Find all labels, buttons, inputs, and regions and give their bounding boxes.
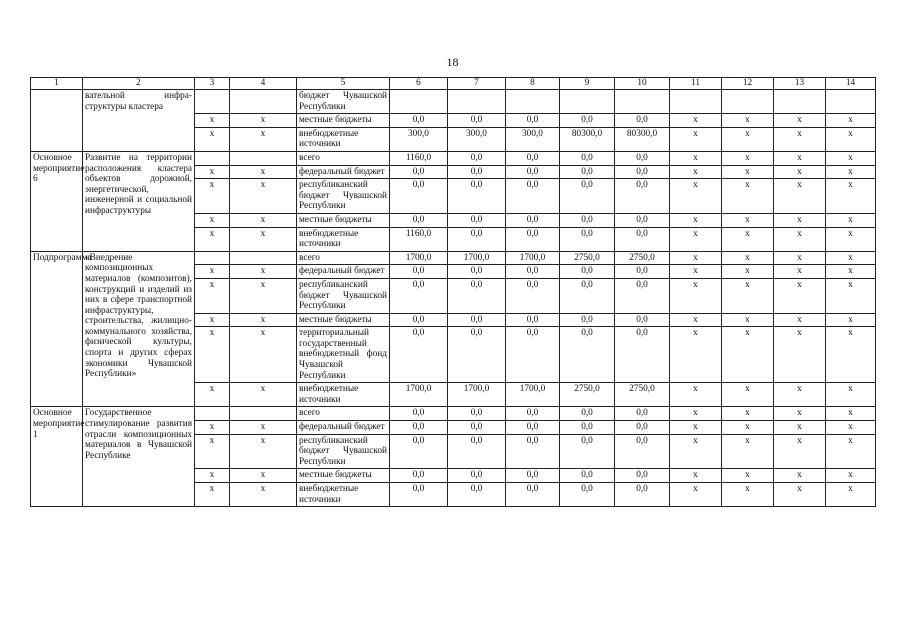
funding-source-cell: местные бюджеты: [297, 114, 390, 128]
value-cell: 0,0: [615, 469, 670, 483]
value-cell: 0,0: [506, 434, 560, 469]
value-cell: 0,0: [448, 179, 506, 214]
budget-code-cell: [230, 251, 297, 265]
value-cell: x: [826, 313, 876, 327]
value-cell: 0,0: [560, 227, 615, 251]
value-cell: [826, 90, 876, 114]
value-cell: x: [774, 421, 826, 435]
value-cell: x: [670, 407, 722, 421]
value-cell: x: [774, 114, 826, 128]
value-cell: x: [826, 278, 876, 313]
value-cell: 0,0: [506, 469, 560, 483]
budget-code-cell: x: [230, 127, 297, 151]
column-number: 13: [774, 78, 826, 90]
budget-code-cell: x: [230, 327, 297, 383]
value-cell: 0,0: [506, 165, 560, 179]
value-cell: 0,0: [560, 483, 615, 507]
program-status-cell: Подпрограмма: [31, 251, 83, 407]
value-cell: [774, 90, 826, 114]
executor-code-cell: x: [195, 114, 230, 128]
value-cell: 0,0: [448, 278, 506, 313]
value-cell: x: [826, 251, 876, 265]
value-cell: 0,0: [615, 327, 670, 383]
value-cell: 300,0: [506, 127, 560, 151]
value-cell: 1700,0: [448, 383, 506, 407]
value-cell: x: [722, 434, 774, 469]
funding-source-cell: федеральный бюджет: [297, 265, 390, 279]
value-cell: x: [722, 251, 774, 265]
value-cell: x: [722, 313, 774, 327]
value-cell: [670, 90, 722, 114]
program-status-cell: Основное мероприятие 6: [31, 151, 83, 251]
budget-code-cell: x: [230, 165, 297, 179]
column-number: 10: [615, 78, 670, 90]
value-cell: 0,0: [560, 213, 615, 227]
value-cell: x: [670, 278, 722, 313]
value-cell: 0,0: [560, 313, 615, 327]
value-cell: 0,0: [448, 421, 506, 435]
executor-code-cell: x: [195, 165, 230, 179]
value-cell: [448, 90, 506, 114]
value-cell: 0,0: [506, 483, 560, 507]
program-status-cell: Основное мероприятие 1: [31, 407, 83, 507]
program-status-cell: [31, 90, 83, 152]
budget-code-cell: x: [230, 179, 297, 214]
executor-code-cell: [195, 407, 230, 421]
value-cell: 0,0: [615, 483, 670, 507]
value-cell: 0,0: [506, 151, 560, 165]
value-cell: 1700,0: [506, 383, 560, 407]
table-row: [31, 407, 876, 421]
funding-source-cell: федеральный бюджет: [297, 421, 390, 435]
value-cell: 1160,0: [390, 151, 448, 165]
budget-table: [30, 77, 876, 507]
value-cell: x: [774, 434, 826, 469]
funding-source-cell: всего: [297, 151, 390, 165]
value-cell: x: [774, 151, 826, 165]
column-number: 1: [31, 78, 83, 90]
value-cell: 0,0: [448, 213, 506, 227]
table-row: [31, 151, 876, 165]
value-cell: x: [774, 407, 826, 421]
value-cell: 0,0: [448, 151, 506, 165]
value-cell: 0,0: [615, 434, 670, 469]
value-cell: 0,0: [448, 327, 506, 383]
column-number: 12: [722, 78, 774, 90]
value-cell: 0,0: [560, 278, 615, 313]
budget-code-cell: [230, 90, 297, 114]
value-cell: x: [774, 327, 826, 383]
column-number: 14: [826, 78, 876, 90]
value-cell: x: [774, 251, 826, 265]
value-cell: 0,0: [390, 179, 448, 214]
column-number: 3: [195, 78, 230, 90]
value-cell: 300,0: [390, 127, 448, 151]
value-cell: x: [722, 227, 774, 251]
executor-code-cell: [195, 251, 230, 265]
value-cell: x: [722, 114, 774, 128]
funding-source-cell: республиканский бюджет Чувашской Республики: [297, 434, 390, 469]
value-cell: 0,0: [390, 165, 448, 179]
value-cell: 0,0: [448, 165, 506, 179]
value-cell: 2750,0: [560, 383, 615, 407]
column-number-row: [31, 78, 876, 90]
value-cell: 0,0: [560, 421, 615, 435]
value-cell: 0,0: [448, 313, 506, 327]
budget-code-cell: x: [230, 383, 297, 407]
executor-code-cell: x: [195, 327, 230, 383]
value-cell: x: [774, 278, 826, 313]
value-cell: x: [722, 327, 774, 383]
column-number: 2: [83, 78, 195, 90]
column-number: 5: [297, 78, 390, 90]
funding-source-cell: внебюджетные источники: [297, 483, 390, 507]
value-cell: 0,0: [390, 483, 448, 507]
value-cell: 0,0: [390, 434, 448, 469]
value-cell: x: [774, 313, 826, 327]
table-row: [31, 251, 876, 265]
column-number: 9: [560, 78, 615, 90]
value-cell: 0,0: [615, 114, 670, 128]
value-cell: 1700,0: [506, 251, 560, 265]
budget-code-cell: x: [230, 483, 297, 507]
value-cell: x: [722, 213, 774, 227]
value-cell: 0,0: [615, 313, 670, 327]
value-cell: x: [774, 127, 826, 151]
value-cell: 0,0: [560, 407, 615, 421]
value-cell: x: [826, 179, 876, 214]
value-cell: 0,0: [560, 469, 615, 483]
program-name-cell: Развитие на территории расположения кластера объектов дорожной, энергетической, инженерной и социальной инфраструктуры: [83, 151, 195, 251]
page-number: 18: [446, 55, 459, 69]
funding-source-cell: всего: [297, 407, 390, 421]
value-cell: 0,0: [615, 278, 670, 313]
value-cell: 0,0: [390, 421, 448, 435]
value-cell: x: [826, 469, 876, 483]
value-cell: [390, 90, 448, 114]
executor-code-cell: [195, 90, 230, 114]
budget-code-cell: x: [230, 313, 297, 327]
value-cell: x: [670, 127, 722, 151]
value-cell: 0,0: [390, 407, 448, 421]
value-cell: x: [670, 421, 722, 435]
value-cell: x: [774, 265, 826, 279]
budget-code-cell: x: [230, 278, 297, 313]
budget-code-cell: x: [230, 265, 297, 279]
value-cell: 0,0: [506, 265, 560, 279]
funding-source-cell: всего: [297, 251, 390, 265]
value-cell: 2750,0: [615, 251, 670, 265]
value-cell: x: [722, 383, 774, 407]
column-number: 4: [230, 78, 297, 90]
value-cell: 0,0: [506, 313, 560, 327]
executor-code-cell: x: [195, 127, 230, 151]
budget-code-cell: x: [230, 227, 297, 251]
value-cell: x: [826, 127, 876, 151]
value-cell: 0,0: [560, 265, 615, 279]
executor-code-cell: x: [195, 179, 230, 214]
budget-code-cell: [230, 151, 297, 165]
value-cell: 1700,0: [448, 251, 506, 265]
value-cell: x: [774, 179, 826, 214]
value-cell: 2750,0: [560, 251, 615, 265]
budget-code-cell: x: [230, 114, 297, 128]
value-cell: 0,0: [448, 227, 506, 251]
value-cell: 300,0: [448, 127, 506, 151]
value-cell: 0,0: [390, 469, 448, 483]
value-cell: 0,0: [615, 227, 670, 251]
executor-code-cell: [195, 151, 230, 165]
value-cell: 0,0: [560, 434, 615, 469]
value-cell: 0,0: [615, 165, 670, 179]
funding-source-cell: внебюджетные источники: [297, 383, 390, 407]
value-cell: 0,0: [448, 265, 506, 279]
value-cell: x: [774, 227, 826, 251]
value-cell: x: [722, 151, 774, 165]
budget-code-cell: x: [230, 434, 297, 469]
value-cell: 0,0: [615, 421, 670, 435]
executor-code-cell: x: [195, 278, 230, 313]
value-cell: 0,0: [506, 179, 560, 214]
value-cell: x: [670, 227, 722, 251]
value-cell: 0,0: [615, 179, 670, 214]
funding-source-cell: республиканский бюджет Чувашской Республики: [297, 179, 390, 214]
column-number: 11: [670, 78, 722, 90]
value-cell: 0,0: [390, 114, 448, 128]
funding-source-cell: территориальный государственный внебюджетный фонд Чувашской Республики: [297, 327, 390, 383]
value-cell: [506, 90, 560, 114]
funding-source-cell: республиканский бюджет Чувашской Республики: [297, 278, 390, 313]
value-cell: [722, 90, 774, 114]
value-cell: 0,0: [506, 213, 560, 227]
column-number: 8: [506, 78, 560, 90]
value-cell: x: [722, 278, 774, 313]
value-cell: x: [670, 151, 722, 165]
value-cell: x: [670, 213, 722, 227]
value-cell: x: [722, 421, 774, 435]
value-cell: 0,0: [448, 407, 506, 421]
value-cell: 0,0: [506, 278, 560, 313]
value-cell: 0,0: [506, 327, 560, 383]
value-cell: x: [826, 227, 876, 251]
value-cell: 0,0: [615, 265, 670, 279]
value-cell: 1160,0: [390, 227, 448, 251]
executor-code-cell: x: [195, 483, 230, 507]
value-cell: 0,0: [560, 114, 615, 128]
value-cell: x: [722, 469, 774, 483]
table-row: [31, 90, 876, 114]
value-cell: x: [722, 127, 774, 151]
value-cell: 0,0: [390, 213, 448, 227]
funding-source-cell: местные бюджеты: [297, 313, 390, 327]
value-cell: x: [826, 421, 876, 435]
value-cell: x: [670, 251, 722, 265]
executor-code-cell: x: [195, 313, 230, 327]
value-cell: 0,0: [506, 421, 560, 435]
value-cell: x: [670, 327, 722, 383]
value-cell: x: [670, 179, 722, 214]
value-cell: 2750,0: [615, 383, 670, 407]
value-cell: x: [722, 165, 774, 179]
value-cell: x: [670, 265, 722, 279]
value-cell: x: [722, 179, 774, 214]
value-cell: 0,0: [506, 227, 560, 251]
value-cell: 0,0: [506, 114, 560, 128]
value-cell: 0,0: [448, 114, 506, 128]
funding-source-cell: местные бюджеты: [297, 213, 390, 227]
value-cell: 0,0: [390, 265, 448, 279]
program-name-cell: вательной инфра-структуры кластера: [83, 90, 195, 152]
value-cell: x: [722, 483, 774, 507]
value-cell: 0,0: [560, 165, 615, 179]
value-cell: 0,0: [448, 469, 506, 483]
value-cell: 0,0: [615, 151, 670, 165]
value-cell: 0,0: [390, 278, 448, 313]
value-cell: x: [826, 213, 876, 227]
executor-code-cell: x: [195, 227, 230, 251]
value-cell: [615, 90, 670, 114]
funding-source-cell: местные бюджеты: [297, 469, 390, 483]
value-cell: x: [722, 407, 774, 421]
value-cell: x: [826, 483, 876, 507]
value-cell: 0,0: [560, 179, 615, 214]
value-cell: 1700,0: [390, 251, 448, 265]
program-name-cell: Государственное стимулирование развития отрасли композиционных материалов в Чувашской Республике: [83, 407, 195, 507]
value-cell: x: [670, 165, 722, 179]
program-name-cell: «Внедрение композиционных материалов (композитов), конструкций и изделий из них в сфере транспортной инфраструктуры, строительства, жилищно-коммунального хозяйства, физической культуры, спорта и других сферах экономики Чувашской Республики»: [83, 251, 195, 407]
column-number: 6: [390, 78, 448, 90]
budget-code-cell: x: [230, 421, 297, 435]
value-cell: 0,0: [448, 434, 506, 469]
value-cell: 0,0: [560, 327, 615, 383]
funding-source-cell: бюджет Чувашской Республики: [297, 90, 390, 114]
funding-source-cell: федеральный бюджет: [297, 165, 390, 179]
value-cell: x: [826, 407, 876, 421]
value-cell: 0,0: [448, 483, 506, 507]
budget-code-cell: x: [230, 213, 297, 227]
value-cell: x: [826, 383, 876, 407]
funding-source-cell: внебюджетные источники: [297, 127, 390, 151]
executor-code-cell: x: [195, 383, 230, 407]
value-cell: x: [774, 383, 826, 407]
value-cell: x: [826, 114, 876, 128]
value-cell: x: [774, 165, 826, 179]
value-cell: x: [774, 469, 826, 483]
value-cell: x: [670, 434, 722, 469]
value-cell: 80300,0: [560, 127, 615, 151]
value-cell: x: [826, 151, 876, 165]
value-cell: x: [826, 265, 876, 279]
value-cell: x: [774, 213, 826, 227]
value-cell: x: [670, 313, 722, 327]
budget-code-cell: [230, 407, 297, 421]
column-number: 7: [448, 78, 506, 90]
value-cell: x: [826, 165, 876, 179]
value-cell: x: [826, 434, 876, 469]
executor-code-cell: x: [195, 265, 230, 279]
value-cell: 0,0: [390, 313, 448, 327]
value-cell: 1700,0: [390, 383, 448, 407]
executor-code-cell: x: [195, 434, 230, 469]
value-cell: 0,0: [390, 327, 448, 383]
value-cell: x: [826, 327, 876, 383]
funding-source-cell: внебюджетные источники: [297, 227, 390, 251]
value-cell: x: [670, 383, 722, 407]
value-cell: 80300,0: [615, 127, 670, 151]
executor-code-cell: x: [195, 213, 230, 227]
value-cell: x: [774, 483, 826, 507]
budget-code-cell: x: [230, 469, 297, 483]
value-cell: 0,0: [506, 407, 560, 421]
value-cell: x: [670, 469, 722, 483]
value-cell: [560, 90, 615, 114]
executor-code-cell: x: [195, 421, 230, 435]
executor-code-cell: x: [195, 469, 230, 483]
value-cell: x: [670, 114, 722, 128]
value-cell: 0,0: [615, 407, 670, 421]
value-cell: x: [670, 483, 722, 507]
value-cell: 0,0: [615, 213, 670, 227]
value-cell: 0,0: [560, 151, 615, 165]
value-cell: x: [722, 265, 774, 279]
